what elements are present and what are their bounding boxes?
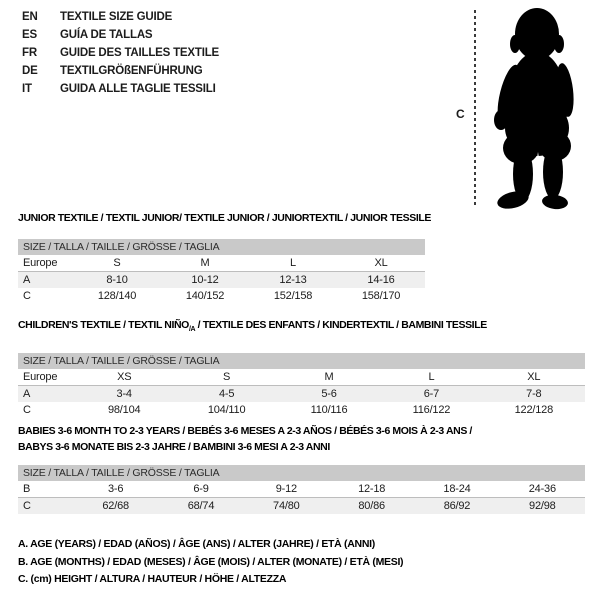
- language-guide-title: GUIDE DES TAILLES TEXTILE: [60, 47, 219, 59]
- footnote-b: B. AGE (MONTHS) / EDAD (MESES) / ÂGE (MOIS) / ALTER (MONATE) / ETÀ (MESI): [18, 555, 404, 568]
- cell-value: S: [223, 371, 231, 384]
- cell-value: L: [290, 257, 296, 269]
- cell-value: 7-8: [526, 388, 542, 401]
- table-title-text: CHILDREN'S TEXTILE / TEXTIL NIÑO: [18, 319, 189, 331]
- cell-value: 152/158: [273, 290, 313, 302]
- cell-value: M: [200, 257, 210, 269]
- cell-value: 80/86: [358, 500, 385, 512]
- cell-value: 92/98: [529, 500, 556, 512]
- cell-value: XL: [527, 371, 541, 384]
- table-title: JUNIOR TEXTILE / TEXTIL JUNIOR/ TEXTILE JUNIOR / JUNIORTEXTIL / JUNIOR TESSILE: [18, 212, 431, 224]
- language-row: [22, 44, 219, 62]
- junior-textile-table: [18, 212, 431, 304]
- language-row: [22, 8, 219, 26]
- cell-value: 10-12: [191, 274, 219, 286]
- language-row: [22, 62, 219, 80]
- children-textile-table: [18, 319, 585, 418]
- height-measure-dashed-line: [474, 10, 476, 208]
- row-label: B: [23, 483, 31, 495]
- size-header-bar: SIZE / TALLA / TAILLE / GRÖSSE / TAGLIA: [18, 353, 585, 369]
- row-label: C: [23, 500, 31, 512]
- cell-value: 12-18: [358, 483, 386, 495]
- cell-value: 122/128: [514, 404, 554, 417]
- cell-value: XS: [117, 371, 132, 384]
- table-row: [18, 498, 585, 514]
- table-row: [18, 369, 585, 386]
- language-title-list: [22, 8, 219, 98]
- cell-value: 12-13: [279, 274, 307, 286]
- table-title: BABYS 3-6 MONATE BIS 2-3 JAHRE / BAMBINI 3-6 MESI A 2-3 ANNI: [18, 441, 330, 453]
- size-header-bar: SIZE / TALLA / TAILLE / GRÖSSE / TAGLIA: [18, 239, 425, 255]
- cell-value: 9-12: [275, 483, 297, 495]
- table-row: [18, 255, 425, 272]
- cell-value: M: [324, 371, 334, 384]
- language-guide-title: GUIDA ALLE TAGLIE TESSILI: [60, 83, 216, 95]
- cell-value: 3-6: [108, 483, 124, 495]
- cell-value: 18-24: [443, 483, 471, 495]
- language-code: ES: [22, 29, 37, 41]
- babies-textile-table: [18, 423, 585, 514]
- table-row: [18, 402, 585, 418]
- row-label: A: [23, 388, 31, 401]
- footnote-c: C. (cm) HEIGHT / ALTURA / HAUTEUR / HÖHE / ALTEZZA: [18, 573, 287, 585]
- cell-value: 158/170: [361, 290, 401, 302]
- cell-value: 8-10: [106, 274, 128, 286]
- row-label: Europe: [23, 371, 58, 384]
- language-code: EN: [22, 11, 38, 23]
- cell-value: 5-6: [321, 388, 337, 401]
- table-row: [18, 288, 425, 304]
- toddler-silhouette-icon: [479, 2, 600, 217]
- cell-value: XL: [374, 257, 388, 269]
- table-title: [18, 319, 585, 336]
- cell-value: 6-9: [193, 483, 209, 495]
- table-row: [18, 481, 585, 498]
- cell-value: 68/74: [187, 500, 215, 512]
- row-label: Europe: [23, 257, 58, 269]
- language-code: DE: [22, 65, 38, 77]
- language-code: FR: [22, 47, 37, 59]
- cell-value: S: [113, 257, 121, 269]
- language-row: [22, 26, 219, 44]
- cell-value: 3-4: [116, 388, 132, 401]
- cell-value: 4-5: [218, 388, 235, 401]
- language-row: [22, 80, 219, 98]
- cell-value: 74/80: [273, 500, 300, 512]
- cell-value: 14-16: [367, 274, 395, 286]
- cell-value: L: [428, 371, 435, 384]
- table-title-text: / TEXTILE DES ENFANTS / KINDERTEXTIL / BAMBINI TESSILE: [195, 319, 487, 331]
- cell-value: 86/92: [443, 500, 471, 512]
- size-header-bar: SIZE / TALLA / TAILLE / GRÖSSE / TAGLIA: [18, 465, 585, 481]
- cell-value: 116/122: [412, 404, 451, 417]
- row-label: A: [23, 274, 31, 286]
- table-row: [18, 386, 585, 402]
- cell-value: 110/116: [310, 404, 348, 417]
- footnote-a: A. AGE (YEARS) / EDAD (AÑOS) / ÂGE (ANS) / ALTER (JAHRE) / ETÀ (ANNI): [18, 538, 375, 550]
- footnote-legend: [18, 536, 403, 589]
- cell-value: 128/140: [97, 290, 137, 302]
- cell-value: 62/68: [102, 500, 129, 512]
- height-measure-label: C: [456, 107, 465, 121]
- language-code: IT: [22, 83, 32, 95]
- language-guide-title: GUÍA DE TALLAS: [60, 29, 153, 41]
- table-title: BABIES 3-6 MONTH TO 2-3 YEARS / BEBÉS 3-6 MESES A 2-3 AÑOS / BÉBÉS 3-6 MOIS À 2-3 ANS /: [18, 425, 472, 437]
- table-title-subscript: /A: [188, 326, 196, 334]
- cell-value: 140/152: [185, 290, 225, 302]
- row-label: C: [23, 290, 31, 302]
- language-guide-title: TEXTILE SIZE GUIDE: [60, 11, 173, 23]
- cell-value: 24-36: [528, 483, 556, 495]
- cell-value: 6-7: [423, 388, 440, 401]
- language-guide-title: TEXTILGRÖßENFÜHRUNG: [60, 65, 203, 77]
- table-row: [18, 272, 425, 288]
- cell-value: 104/110: [207, 404, 246, 417]
- cell-value: 98/104: [107, 404, 141, 417]
- row-label: C: [23, 404, 31, 417]
